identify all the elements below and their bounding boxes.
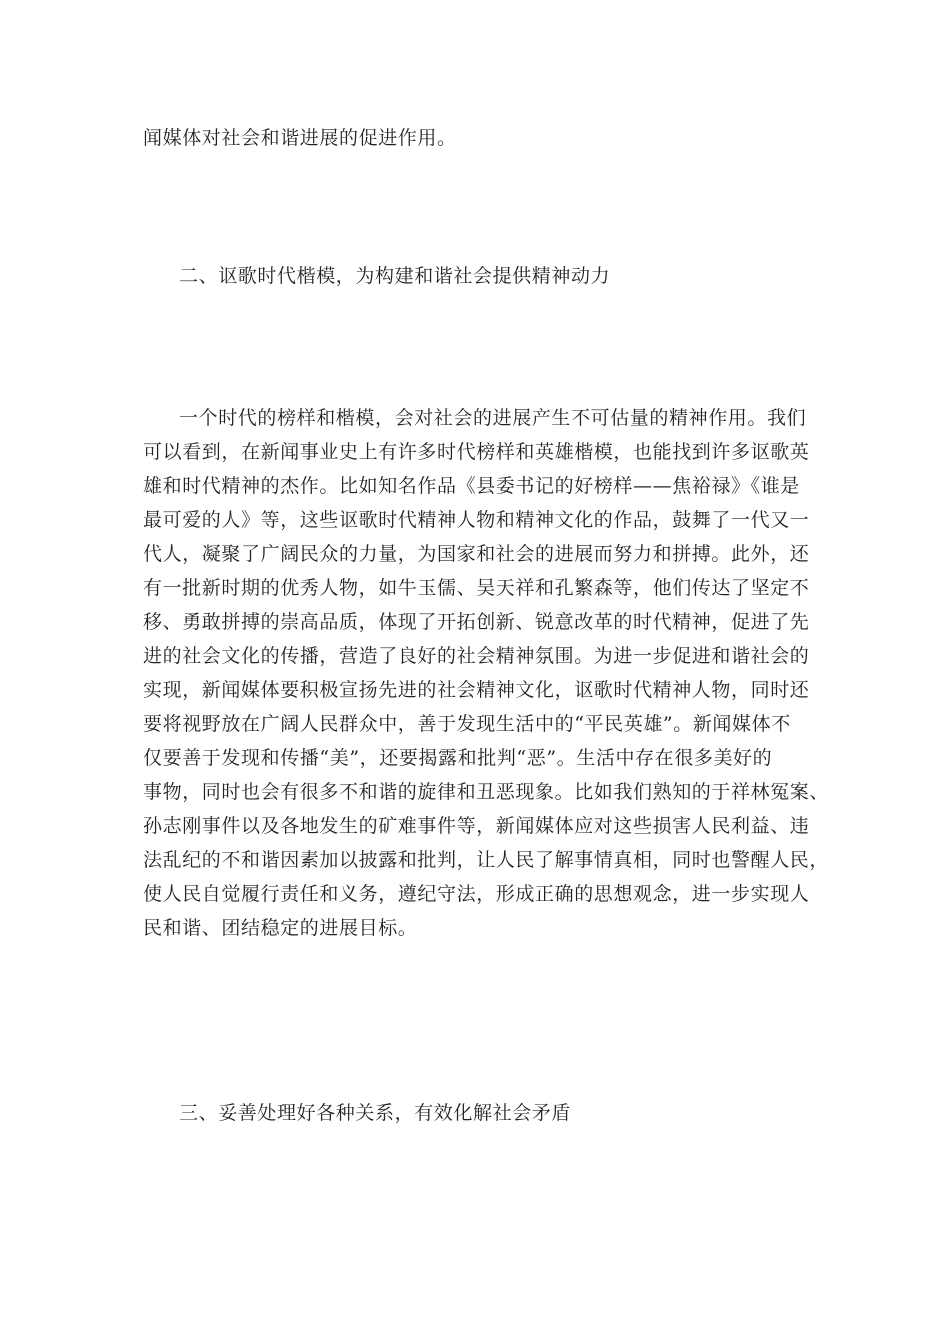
paragraph-line: 法乱纪的不和谐因素加以披露和批判，让人民了解事情真相，同时也警醒人民， <box>143 849 830 871</box>
body-paragraph <box>143 401 830 945</box>
paragraph-line: 孙志刚事件以及各地发生的矿难事件等，新闻媒体应对这些损害人民利益、违 <box>143 815 810 837</box>
paragraph-line: 仅要善于发现和传播“美”，还要揭露和批判“恶”。生活中存在很多美好的 <box>143 747 773 769</box>
section-two-heading: 二、讴歌时代楷模，为构建和谐社会提供精神动力 <box>179 265 611 287</box>
paragraph-line: 移、勇敢拼搏的崇高品质，体现了开拓创新、锐意改革的时代精神，促进了先 <box>143 611 810 633</box>
paragraph-line: 实现，新闻媒体要积极宣扬先进的社会精神文化，讴歌时代精神人物，同时还 <box>143 679 810 701</box>
paragraph-line: 要将视野放在广阔人民群众中，善于发现生活中的“平民英雄”。新闻媒体不 <box>143 713 791 735</box>
paragraph-line: 雄和时代精神的杰作。比如知名作品《县委书记的好榜样——焦裕禄》《谁是 <box>143 475 800 497</box>
continuation-text: 闻媒体对社会和谐进展的促进作用。 <box>143 127 457 149</box>
paragraph-line: 代人，凝聚了广阔民众的力量，为国家和社会的进展而努力和拼搏。此外，还 <box>143 543 810 565</box>
section-three-heading: 三、妥善处理好各种关系，有效化解社会矛盾 <box>179 1102 572 1124</box>
paragraph-line: 有一批新时期的优秀人物，如牛玉儒、吴天祥和孔繁森等，他们传达了坚定不 <box>143 577 810 599</box>
paragraph-line: 进的社会文化的传播，营造了良好的社会精神氛围。为进一步促进和谐社会的 <box>143 645 810 667</box>
paragraph-line: 事物，同时也会有很多不和谐的旋律和丑恶现象。比如我们熟知的于祥林冤案、 <box>143 781 830 803</box>
paragraph-line: 可以看到，在新闻事业史上有许多时代榜样和英雄楷模，也能找到许多讴歌英 <box>143 441 810 463</box>
paragraph-line: 民和谐、团结稳定的进展目标。 <box>143 917 418 939</box>
paragraph-line: 一个时代的榜样和楷模，会对社会的进展产生不可估量的精神作用。我们 <box>179 407 807 429</box>
paragraph-line: 最可爱的人》等，这些讴歌时代精神人物和精神文化的作品，鼓舞了一代又一 <box>143 509 810 531</box>
paragraph-line: 使人民自觉履行责任和义务，遵纪守法，形成正确的思想观念，进一步实现人 <box>143 883 810 905</box>
